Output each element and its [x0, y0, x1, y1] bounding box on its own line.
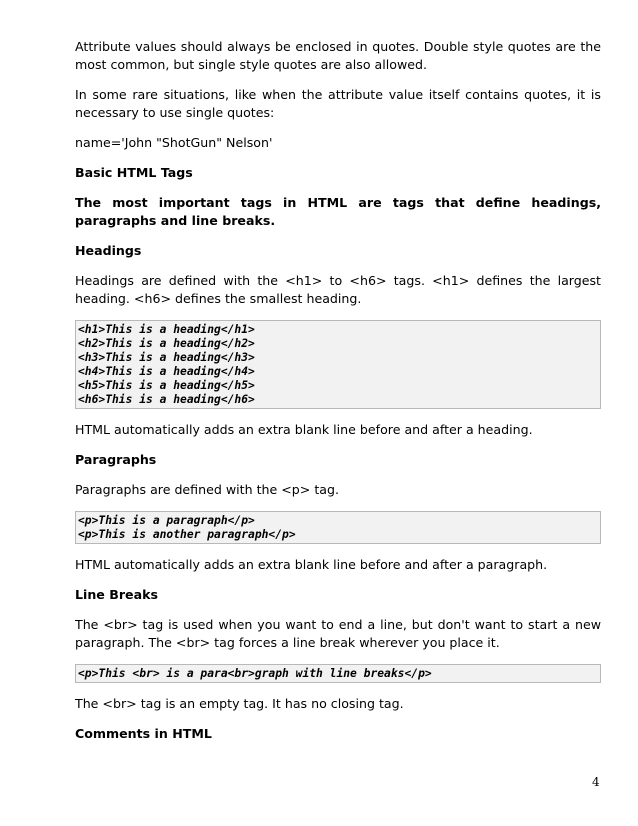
code-line: <h5>This is a heading</h5>: [78, 379, 255, 392]
heading-line-breaks: Line Breaks: [75, 587, 158, 602]
paragraph-rare-situations: In some rare situations, like when the attribute value itself contains quotes, it is necessary to use single quotes:: [75, 87, 601, 120]
code-block-line-break: [75, 664, 601, 683]
code-line: <p>This is a paragraph</p>: [78, 514, 255, 527]
code-line: <p>This is another paragraph</p>: [78, 528, 296, 541]
code-line: <h3>This is a heading</h3>: [78, 351, 255, 364]
code-line: <h1>This is a heading</h1>: [78, 323, 255, 336]
paragraph-paragraphs-after: HTML automatically adds an extra blank line before and after a paragraph.: [75, 557, 548, 572]
paragraph-headings-desc: Headings are defined with the <h1> to <h6> tags. <h1> defines the largest heading. <h6> defines the smallest heading.: [75, 273, 601, 306]
heading-comments: Comments in HTML: [75, 726, 212, 741]
heading-headings: Headings: [75, 243, 142, 258]
document-page: [75, 38, 601, 755]
code-line: <h4>This is a heading</h4>: [78, 365, 255, 378]
heading-paragraphs: Paragraphs: [75, 452, 157, 467]
paragraph-quotes-intro: Attribute values should always be enclosed in quotes. Double style quotes are the most common, but single style quotes are also allowed.: [75, 39, 601, 72]
paragraph-paragraphs-desc: Paragraphs are defined with the <p> tag.: [75, 482, 339, 497]
paragraph-br-empty: The <br> tag is an empty tag. It has no closing tag.: [75, 696, 404, 711]
code-line: <h2>This is a heading</h2>: [78, 337, 255, 350]
heading-important-tags: The most important tags in HTML are tags that define headings, paragraphs and line breaks.: [75, 195, 601, 228]
code-line: <p>This <br> is a para<br>graph with line breaks</p>: [78, 667, 432, 680]
paragraph-headings-after: HTML automatically adds an extra blank line before and after a heading.: [75, 422, 533, 437]
code-block-paragraphs: [75, 511, 601, 544]
heading-basic-html-tags: Basic HTML Tags: [75, 165, 193, 180]
code-block-headings: [75, 320, 601, 409]
paragraph-name-example: name='John "ShotGun" Nelson': [75, 135, 273, 150]
page-number: 4: [592, 775, 600, 789]
paragraph-linebreaks-desc: The <br> tag is used when you want to end a line, but don't want to start a new paragraph. The <br> tag forces a line break wherever you place it.: [75, 617, 601, 650]
code-line: <h6>This is a heading</h6>: [78, 393, 255, 406]
